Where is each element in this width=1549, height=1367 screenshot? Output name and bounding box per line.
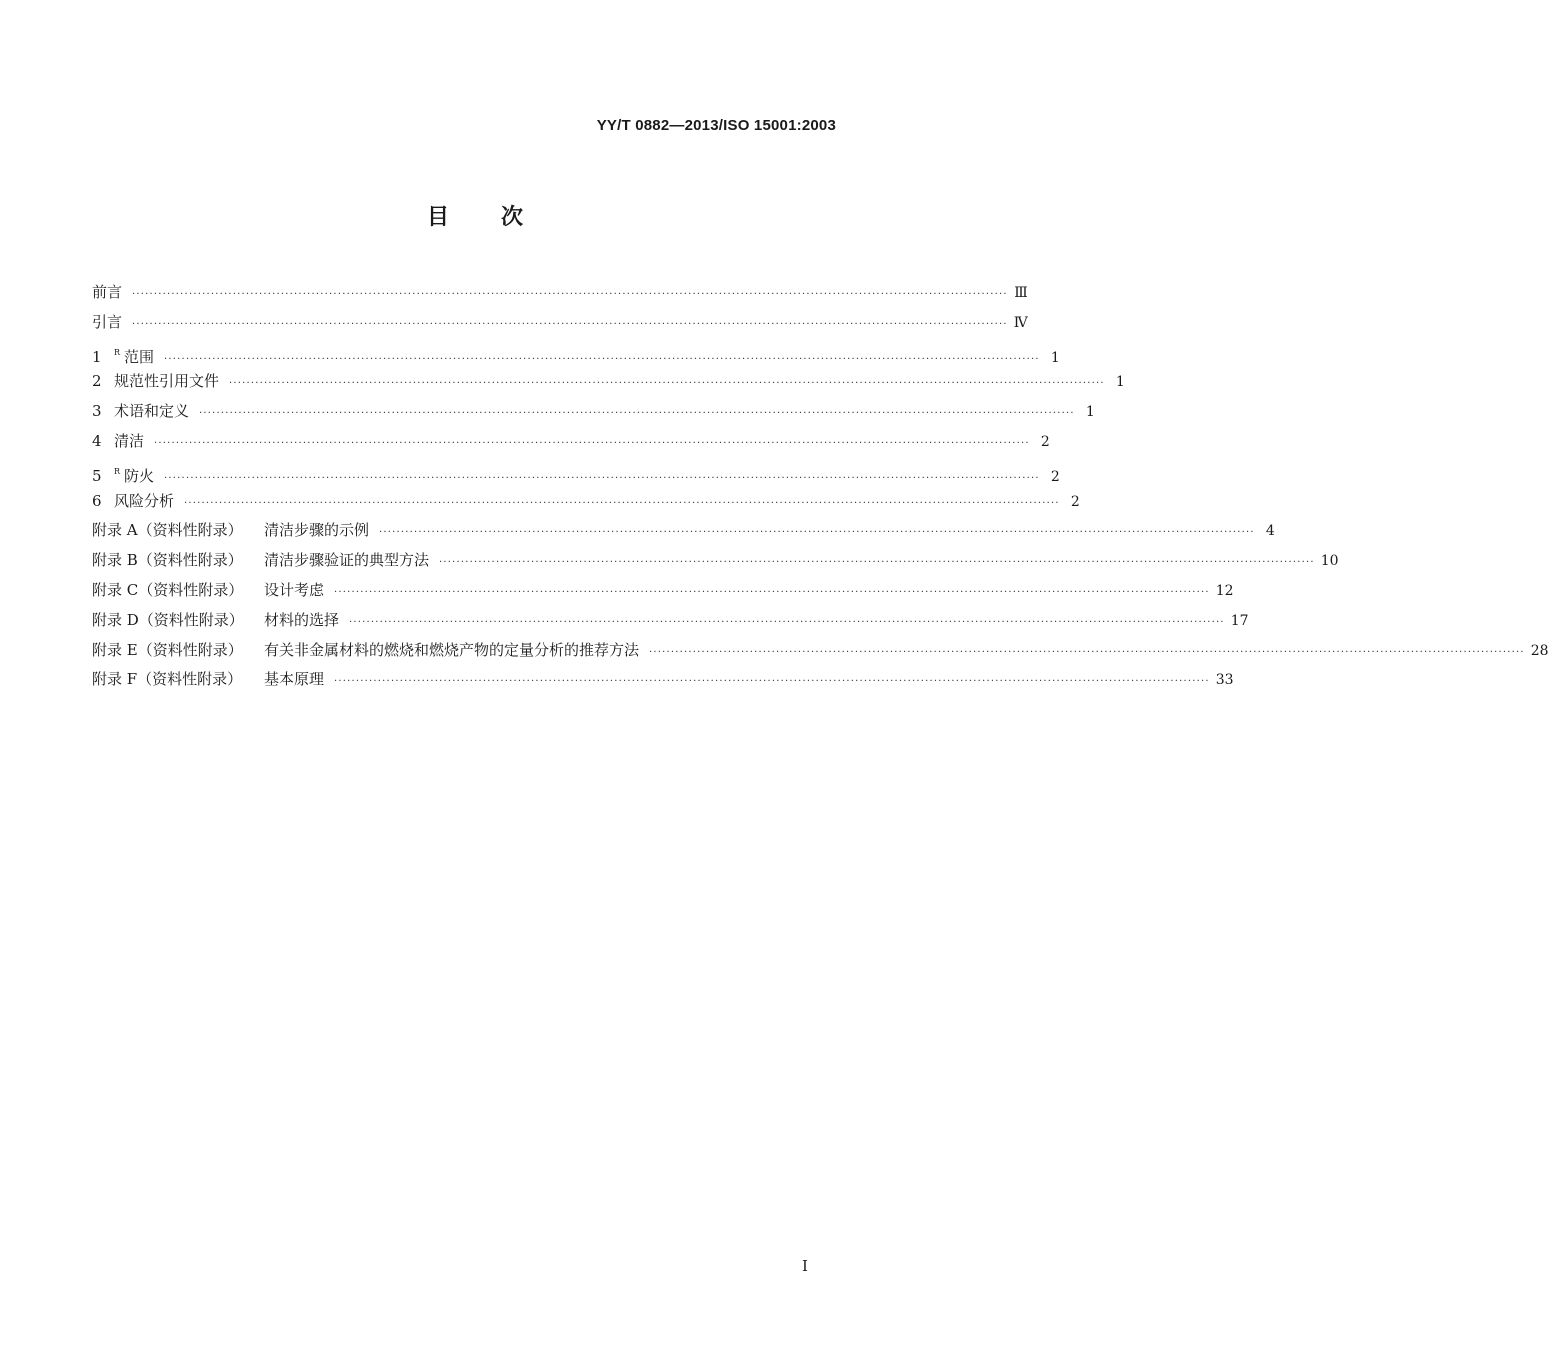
- revision-marker: R: [114, 466, 121, 476]
- toc-section-number: 4: [92, 431, 102, 450]
- dot-leader: ········································································································································································································: [132, 318, 1008, 330]
- dot-leader: ········································································································································································································: [164, 353, 1040, 365]
- toc-page-number: 33: [1215, 672, 1234, 689]
- dot-leader: ········································································································································································································: [184, 497, 1060, 509]
- dot-leader: ········································································································································································································: [164, 472, 1040, 484]
- dot-leader: ········································································································································································································: [334, 676, 1210, 688]
- toc-page-number: 2: [1050, 468, 1060, 485]
- toc-section-number: 3: [92, 402, 102, 421]
- annex-tag: 附录 F（资料性附录）: [92, 670, 243, 689]
- toc-page-number: 2: [1040, 433, 1050, 450]
- annex-tag: 附录 B（资料性附录）: [92, 551, 243, 570]
- toc-section-number: 6: [92, 491, 102, 510]
- toc-entry[interactable]: [92, 546, 1339, 576]
- toc-page-number: 1: [1115, 374, 1125, 391]
- toc-entry[interactable]: [92, 576, 1234, 606]
- toc-page-number: 10: [1320, 553, 1339, 570]
- toc-entry-label: 风险分析: [114, 491, 175, 510]
- toc-entry-label: 设计考虑: [264, 580, 325, 599]
- toc-entry-label: 清洁步骤验证的典型方法: [264, 551, 430, 570]
- toc-entry-label: 规范性引用文件: [114, 372, 220, 391]
- toc-entry[interactable]: [92, 606, 1249, 636]
- toc-entry-label: 清洁: [114, 431, 145, 450]
- toc-entry[interactable]: [92, 397, 1095, 427]
- toc-entry-label: 基本原理: [264, 670, 325, 689]
- toc-section-number: 2: [92, 372, 102, 391]
- toc-entry[interactable]: [92, 457, 1060, 487]
- toc-entry-label: 有关非金属材料的燃烧和燃烧产物的定量分析的推荐方法: [264, 640, 640, 659]
- page-title: [0, 200, 950, 231]
- toc-entry-label: 范围: [124, 347, 155, 366]
- annex-tag: 附录 C（资料性附录）: [92, 580, 244, 599]
- toc-entry-label: 术语和定义: [114, 402, 190, 421]
- toc-entry[interactable]: [92, 338, 1060, 368]
- dot-leader: ········································································································································································································: [379, 527, 1255, 539]
- title-char-2: 次: [501, 205, 524, 230]
- annex-tag: 附录 A（资料性附录）: [92, 521, 243, 540]
- dot-leader: ········································································································································································································: [229, 378, 1105, 390]
- toc-page-number: 12: [1215, 582, 1234, 599]
- toc-entry[interactable]: [92, 308, 1028, 338]
- toc-section-number: 1: [92, 347, 102, 366]
- dot-leader: ········································································································································································································: [199, 408, 1075, 420]
- toc-entry[interactable]: [92, 427, 1050, 457]
- toc-entry-label: 前言: [92, 283, 123, 301]
- toc-entry-label: 清洁步骤的示例: [264, 521, 370, 540]
- table-of-contents: [92, 278, 1549, 695]
- dot-leader: ········································································································································································································: [649, 646, 1525, 658]
- toc-entry[interactable]: [92, 516, 1275, 546]
- toc-page-number: 1: [1085, 404, 1095, 421]
- toc-page-number: 28: [1530, 642, 1549, 659]
- toc-page-number: 17: [1230, 612, 1249, 629]
- toc-entry[interactable]: [92, 487, 1080, 517]
- dot-leader: ········································································································································································································: [154, 437, 1030, 449]
- toc-entry[interactable]: [92, 665, 1234, 695]
- toc-entry[interactable]: [92, 278, 1028, 308]
- dot-leader: ········································································································································································································: [132, 289, 1008, 300]
- toc-page-number: 2: [1070, 493, 1080, 510]
- toc-page-number: Ⅲ: [1014, 285, 1028, 301]
- toc-section-number: 5: [92, 466, 102, 485]
- dot-leader: ········································································································································································································: [334, 586, 1210, 598]
- standard-number: YY/T 0882—2013/ISO 15001:2003: [596, 117, 836, 134]
- toc-entry-label: 材料的选择: [264, 610, 340, 629]
- toc-entry-label: 防火: [124, 466, 155, 485]
- toc-page-number: Ⅳ: [1013, 314, 1028, 331]
- toc-entry[interactable]: [92, 367, 1125, 397]
- toc-entry-label: 引言: [92, 312, 123, 331]
- title-char-1: 目: [426, 205, 449, 230]
- page-number: I: [802, 1257, 808, 1275]
- revision-marker: R: [114, 347, 121, 357]
- toc-page-number: 1: [1050, 349, 1060, 366]
- dot-leader: ········································································································································································································: [349, 616, 1225, 628]
- toc-entry[interactable]: [92, 636, 1549, 666]
- annex-tag: 附录 E（资料性附录）: [92, 640, 243, 659]
- annex-tag: 附录 D（资料性附录）: [92, 610, 244, 629]
- dot-leader: ········································································································································································································: [439, 557, 1315, 569]
- toc-page-number: 4: [1265, 523, 1275, 540]
